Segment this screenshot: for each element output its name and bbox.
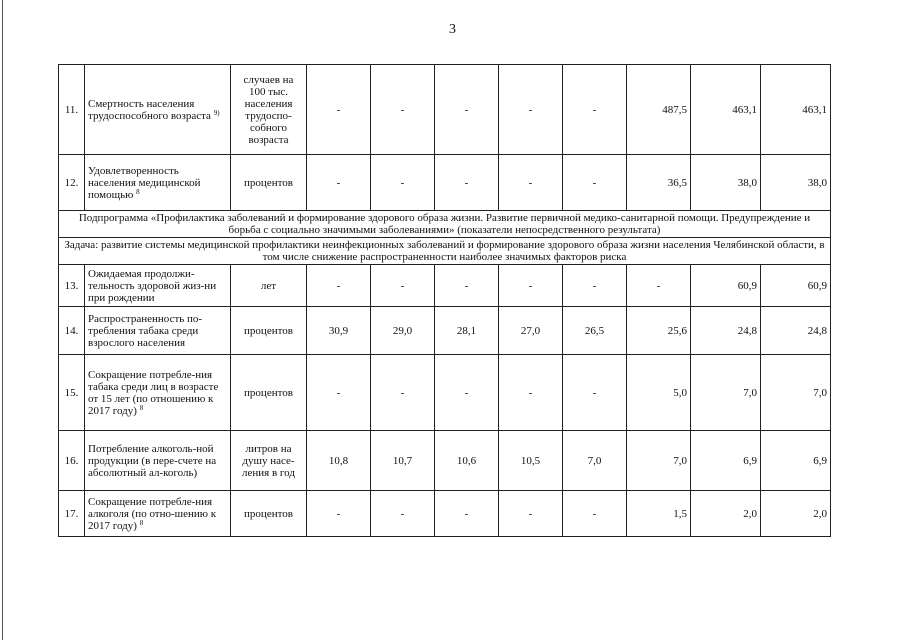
value-cell: 26,5	[563, 307, 627, 355]
value-cell: 7,0	[627, 431, 691, 491]
unit-cell: литров на душу насе-ления в год	[231, 431, 307, 491]
value-cell: 24,8	[761, 307, 831, 355]
value-cell: -	[499, 65, 563, 155]
value-cell: 27,0	[499, 307, 563, 355]
indicator-name-cell	[85, 155, 231, 211]
value-cell: 487,5	[627, 65, 691, 155]
value-cell: 5,0	[627, 355, 691, 431]
row-number: 13.	[59, 265, 85, 307]
value-cell: 7,0	[691, 355, 761, 431]
indicator-name-cell	[85, 491, 231, 537]
indicator-name: Распространенность по-требления табака среди взрослого населения	[88, 312, 203, 349]
value-cell: -	[435, 155, 499, 211]
value-cell: 2,0	[761, 491, 831, 537]
value-cell: 7,0	[761, 355, 831, 431]
value-cell: 7,0	[563, 431, 627, 491]
value-cell: -	[307, 355, 371, 431]
table-sections	[59, 211, 831, 265]
value-cell: -	[435, 65, 499, 155]
table-row	[59, 355, 831, 431]
indicator-name-cell	[85, 65, 231, 155]
page-left-border	[2, 0, 3, 640]
unit-cell: процентов	[231, 355, 307, 431]
value-cell: -	[499, 491, 563, 537]
value-cell: 10,5	[499, 431, 563, 491]
value-cell: -	[499, 155, 563, 211]
row-number: 11.	[59, 65, 85, 155]
table-row	[59, 491, 831, 537]
indicator-name: Потребление алкоголь-ной продукции (в пере-счете на абсолютный ал-коголь)	[88, 442, 217, 479]
unit-cell: процентов	[231, 307, 307, 355]
value-cell: 1,5	[627, 491, 691, 537]
row-number: 12.	[59, 155, 85, 211]
value-cell: -	[563, 65, 627, 155]
value-cell: -	[307, 155, 371, 211]
value-cell: -	[627, 265, 691, 307]
value-cell: -	[563, 355, 627, 431]
value-cell: -	[499, 355, 563, 431]
value-cell: 24,8	[691, 307, 761, 355]
footnote-mark: 9)	[213, 108, 220, 117]
unit-cell: процентов	[231, 155, 307, 211]
value-cell: 6,9	[761, 431, 831, 491]
value-cell: 38,0	[761, 155, 831, 211]
value-cell: -	[435, 355, 499, 431]
value-cell: 10,7	[371, 431, 435, 491]
indicator-name-cell	[85, 431, 231, 491]
indicators-table	[58, 64, 831, 537]
value-cell: 2,0	[691, 491, 761, 537]
value-cell: 25,6	[627, 307, 691, 355]
row-number: 14.	[59, 307, 85, 355]
task-title: Задача: развитие системы медицинской профилактики неинфекционных заболеваний и формирование здорового образа жизни населения Челябинской области, в том числе снижение распространенности наиболее значимых факторов риска	[59, 238, 831, 265]
value-cell: -	[435, 265, 499, 307]
table-row	[59, 155, 831, 211]
row-number: 17.	[59, 491, 85, 537]
table-body-bottom	[59, 265, 831, 537]
indicator-name: Ожидаемая продолжи-тельность здоровой жиз-ни при рождении	[88, 267, 217, 304]
value-cell: 28,1	[435, 307, 499, 355]
indicator-name: Удовлетворенность населения медицинской помощью	[88, 164, 201, 201]
unit-cell: случаев на 100 тыс. населения трудоспо-собного возраста	[231, 65, 307, 155]
row-number: 16.	[59, 431, 85, 491]
value-cell: 36,5	[627, 155, 691, 211]
indicator-name: Сокращение потребле-ния алкоголя (по отно-шению к 2017 году)	[88, 495, 217, 532]
table-row	[59, 431, 831, 491]
unit-cell: лет	[231, 265, 307, 307]
value-cell: -	[371, 155, 435, 211]
value-cell: -	[371, 265, 435, 307]
value-cell: -	[499, 265, 563, 307]
table-row	[59, 65, 831, 155]
indicator-name: Сокращение потребле-ния табака среди лиц в возрасте от 15 лет (по отношению к 2017 году)	[88, 368, 219, 417]
value-cell: -	[371, 355, 435, 431]
value-cell: 463,1	[691, 65, 761, 155]
value-cell: 29,0	[371, 307, 435, 355]
value-cell: -	[371, 491, 435, 537]
unit-cell: процентов	[231, 491, 307, 537]
value-cell: 10,8	[307, 431, 371, 491]
task-row	[59, 238, 831, 265]
value-cell: -	[371, 65, 435, 155]
indicator-name-cell	[85, 355, 231, 431]
value-cell: 38,0	[691, 155, 761, 211]
footnote-mark: 8	[136, 187, 140, 196]
value-cell: -	[563, 265, 627, 307]
table-row	[59, 307, 831, 355]
value-cell: 30,9	[307, 307, 371, 355]
page-number: 3	[449, 22, 456, 37]
value-cell: -	[435, 491, 499, 537]
footnote-mark: 8	[139, 518, 144, 527]
value-cell: 463,1	[761, 65, 831, 155]
value-cell: 60,9	[691, 265, 761, 307]
value-cell: -	[563, 491, 627, 537]
value-cell: 60,9	[761, 265, 831, 307]
table-row	[59, 265, 831, 307]
indicator-name-cell	[85, 307, 231, 355]
subprogram-row	[59, 211, 831, 238]
indicator-name-cell	[85, 265, 231, 307]
value-cell: -	[307, 265, 371, 307]
value-cell: -	[307, 491, 371, 537]
value-cell: -	[307, 65, 371, 155]
value-cell: 10,6	[435, 431, 499, 491]
table-body-top	[59, 65, 831, 211]
subprogram-title: Подпрограмма «Профилактика заболеваний и формирование здорового образа жизни. Развитие первичной медико-санитарной помощи. Предупреждение и борьба с социально значимыми заболеваниями» (показатели непосредственного результата)	[59, 211, 831, 238]
value-cell: -	[563, 155, 627, 211]
value-cell: 6,9	[691, 431, 761, 491]
indicator-name: Смертность населения трудоспособного возраста	[88, 97, 211, 122]
footnote-mark: 8	[139, 403, 144, 412]
row-number: 15.	[59, 355, 85, 431]
